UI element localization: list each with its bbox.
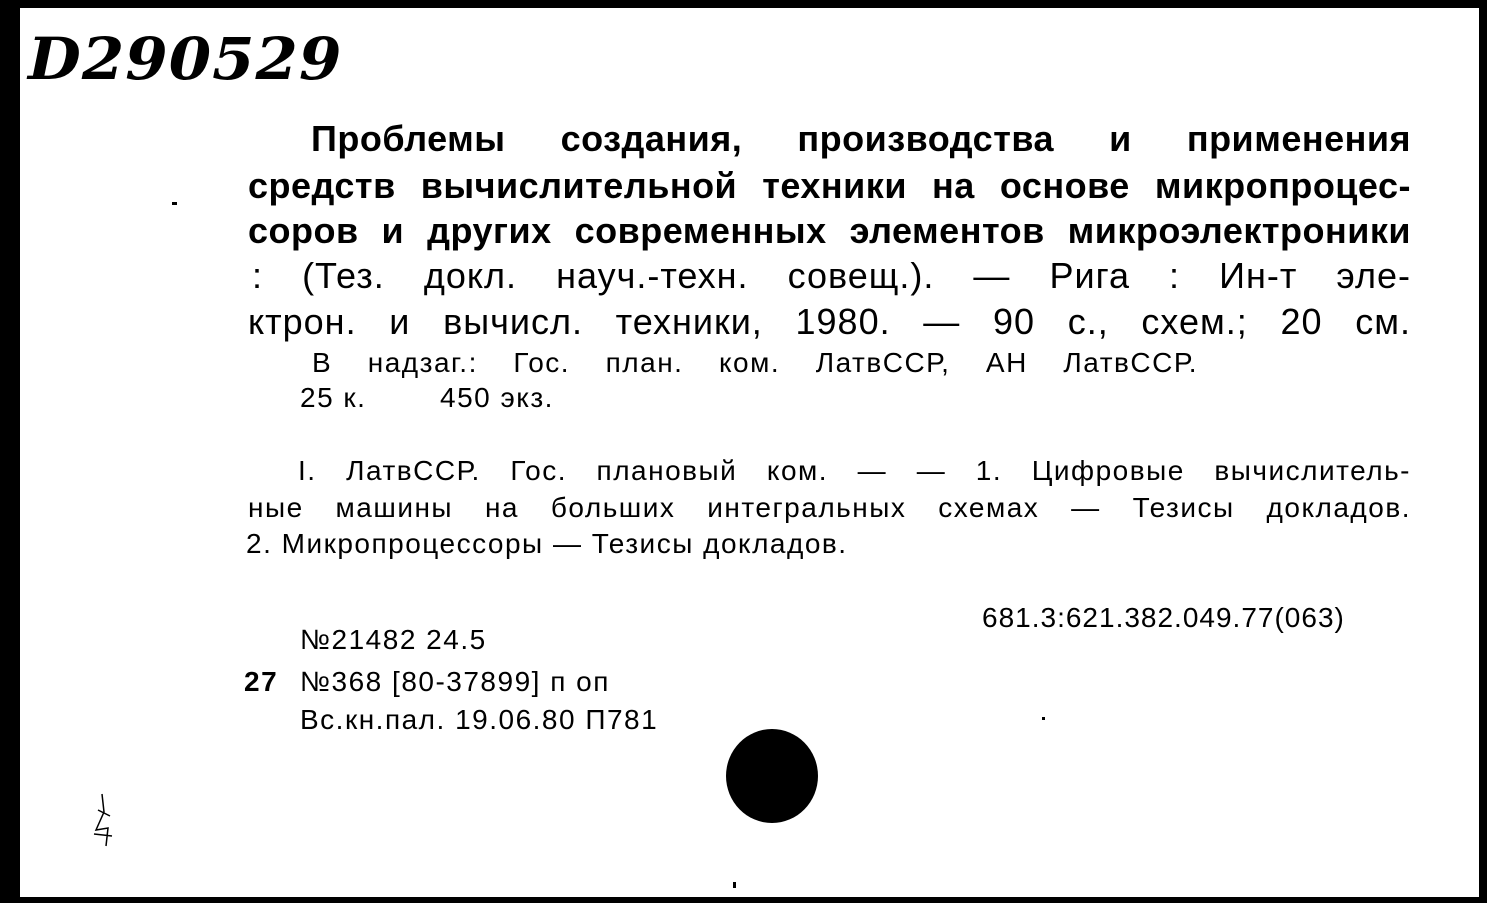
description-line-1-text: : (Тез. докл. науч.-техн. совещ.). — Рига : Ин-т эле- [252,255,1411,296]
title-line-3 [248,210,1411,251]
description-line-2 [248,301,1411,342]
scan-border-left [0,0,20,903]
classification-code: 681.3:621.382.049.77(063) [982,602,1345,633]
description-line-1 [252,255,1411,296]
chamber-info: Вс.кн.пал. 19.06.80 П781 [300,704,659,735]
punch-hole [726,729,818,823]
note-line [312,349,1198,377]
description-line-2-text: ктрон. и вычисл. техники, 1980. — 90 с., схем.; 20 см. [248,301,1411,342]
title-line-1 [311,118,1411,159]
scan-border-top [0,0,1487,8]
card-prefix: 27 [244,666,279,697]
title-line-2-text: средств вычислительной техники на основе микропроцес- [248,165,1411,206]
tracing-line-1-text: I. ЛатвССР. Гос. плановый ком. — — 1. Цифровые вычислитель- [298,455,1411,486]
pencil-mark-icon [84,790,120,850]
scan-speck [1042,717,1045,720]
tracing-line-2 [248,494,1411,522]
record-number: №21482 24.5 [300,624,487,655]
copies: 450 экз. [440,382,554,413]
note-line-text: В надзаг.: Гос. план. ком. ЛатвССР, АН ЛатвССР. [312,347,1198,378]
scan-speck [733,882,736,888]
tracing-line-2-text: ные машины на больших интегральных схемах — Тезисы докладов. [248,492,1411,523]
title-line-2 [248,165,1411,206]
price: 25 к. [300,382,367,413]
title-line-1-text: Проблемы создания, производства и применения [311,118,1411,159]
scan-border-right [1479,0,1487,903]
tracing-line-1 [298,457,1411,485]
scan-speck [172,202,177,205]
scan-border-bottom [0,897,1487,903]
title-line-3-text: соров и других современных элементов микроэлектроники [248,210,1411,251]
call-number: D290529 [28,25,343,93]
tracing-line-3: 2. Микропроцессоры — Тезисы докладов. [246,528,848,559]
order-info: №368 [80-37899] п оп [300,666,610,697]
